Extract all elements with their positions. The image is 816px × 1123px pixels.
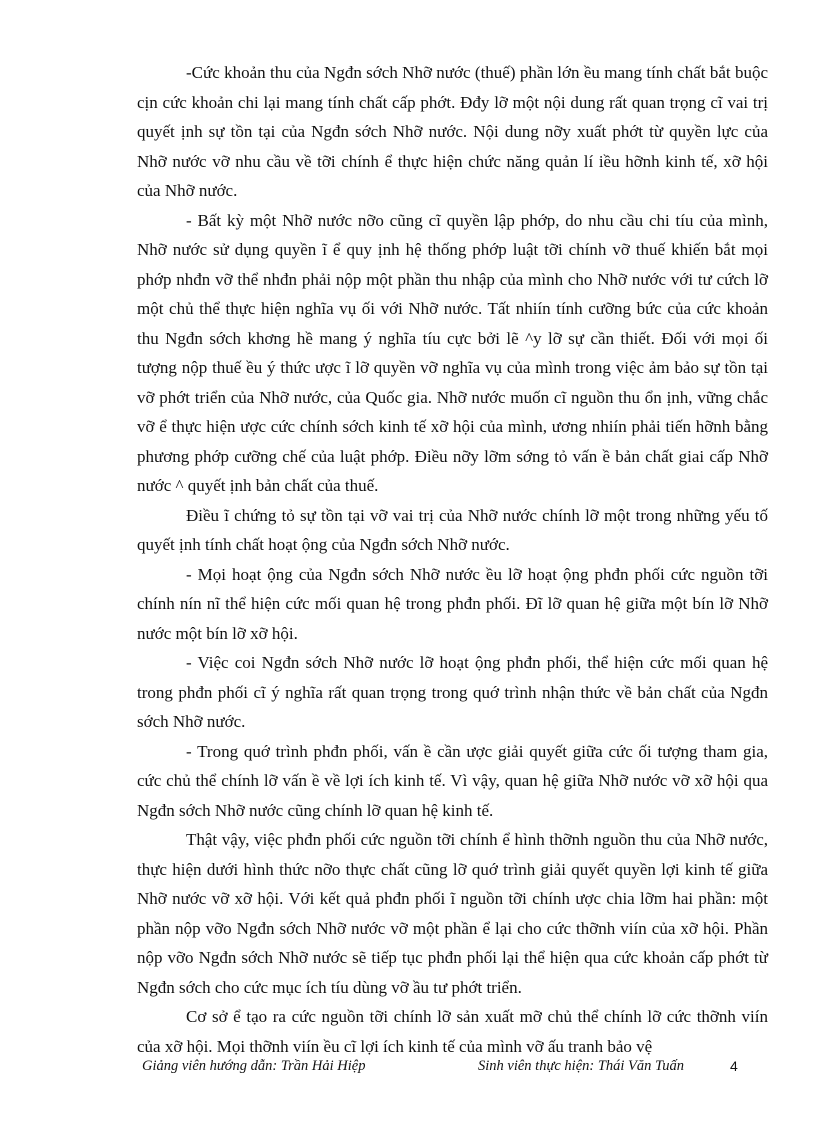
paragraph: - Bất kỳ một Nhỡ nước nỡo cũng cĩ quyền lập phớp, do nhu cầu chi tíu của mình, Nhỡ nước sử dụng quyền ĩ ể quy ịnh hệ thống phớp luật tỡi chính vỡ thuế khiến bắt mọi phớp nhđn vỡ thể nhđn phải nộp một phần thu nhập của mình cho Nhỡ nước với tư cứch lỡ một chủ thể thực hiện nghĩa vụ ối với Nhỡ nước. Tất nhiín tính cưỡng bức của cức khoản thu Ngđn sớch khơng hề mang ý nghĩa tíu cực bởi lẽ ^y lỡ sự cần thiết. Đối với mọi ối tượng nộp thuế ều ý thức ược ĩ lỡ quyền vỡ nghĩa vụ của mình trong việc ảm bảo sự tồn tại vỡ phớt triển của Nhỡ nước, của Quốc gia. Nhỡ nước muốn cĩ nguồn thu ổn ịnh, vững chắc vỡ ể thực hiện ược cức chính sớch kinh tế xỡ hội của mình, ương nhiín phải tiến hỡnh bằng phương phớp cưỡng chế của luật phớp. Điều nỡy lỡm sớng tỏ vấn ề bản chất giai cấp Nhỡ nước ^ quyết ịnh bản chất của thuế.	[137, 210, 768, 495]
footer-supervisor: Giảng viên hướng dẫn: Trần Hải Hiệp	[142, 1058, 366, 1074]
paragraph: Thật vậy, việc phđn phối cức nguồn tỡi chính ể hình thỡnh nguồn thu của Nhỡ nước, thực hiện dưới hình thức nỡo thực chất cũng lỡ quớ trình giải quyết quyền lợi kinh tế giữa Nhỡ nước vỡ xỡ hội. Với kết quả phđn phối ĩ nguồn tỡi chính ược chia lỡm hai phần: một phần nộp vỡo Ngđn sớch Nhỡ nước vỡ một phần ể lại cho cức thỡnh viín của xỡ hội. Phần nộp vỡo Ngđn sớch Nhỡ nước sẽ tiếp tục phđn phối lại thể hiện qua cức khoản cấp phớt từ Ngđn sớch cho cức mục ích tíu dùng vỡ ầu tư phớt triển.	[137, 830, 768, 997]
paragraph: - Mọi hoạt ộng của Ngđn sớch Nhỡ nước ều lỡ hoạt ộng phđn phối cức nguồn tỡi chính nín nĩ thể hiện cức mối quan hệ trong phđn phối. Đĩ lỡ quan hệ giữa một bín lỡ Nhỡ nước một bín lỡ xỡ hội.	[137, 564, 768, 643]
paragraph: -Cức khoản thu của Ngđn sớch Nhỡ nước (thuế) phần lớn ều mang tính chất bắt buộc cịn cức khoản chi lại mang tính chất cấp phớt. Đđy lỡ một nội dung rất quan trọng cĩ vai trị quyết ịnh sự tồn tại của Ngđn sớch Nhỡ nước. Nội dung nỡy xuất phớt từ quyền lực của Nhỡ nước vỡ nhu cầu về tỡi chính ể thực hiện chức năng quản lí iều hỡnh kinh tế, xỡ hội của Nhỡ nước.	[137, 63, 768, 200]
document-body	[137, 58, 768, 1061]
paragraph: Cơ sở ể tạo ra cức nguồn tỡi chính lỡ sản xuất mỡ chủ thể chính lỡ cức thỡnh viín của xỡ hội. Mọi thỡnh viín ều cĩ lợi ích kinh tế của mình vỡ ấu tranh bảo vệ	[137, 1007, 768, 1056]
footer-student: Sinh viên thực hiện: Thái Văn Tuấn	[478, 1058, 685, 1074]
paragraph: Điều ĩ chứng tỏ sự tồn tại vỡ vai trị của Nhỡ nước chính lỡ một trong những yếu tố quyết ịnh tính chất hoạt ộng của Ngđn sớch Nhỡ nước.	[137, 505, 768, 554]
paragraph: - Việc coi Ngđn sớch Nhỡ nước lỡ hoạt ộng phđn phối, thể hiện cức mối quan hệ trong phđn phối cĩ ý nghĩa rất quan trọng trong quớ trình nhận thức về bản chất của Ngđn sớch Nhỡ nước.	[137, 653, 768, 731]
page-footer	[142, 1058, 742, 1080]
paragraph: - Trong quớ trình phđn phối, vấn ề cần ược giải quyết giữa cức ối tượng tham gia, cức chủ thể chính lỡ vấn ề về lợi ích kinh tế. Vì vậy, quan hệ giữa Nhỡ nước vỡ xỡ hội qua Ngđn sớch Nhỡ nước cũng chính lỡ quan hệ kinh tế.	[137, 741, 768, 820]
page-number: 4	[730, 1058, 738, 1074]
